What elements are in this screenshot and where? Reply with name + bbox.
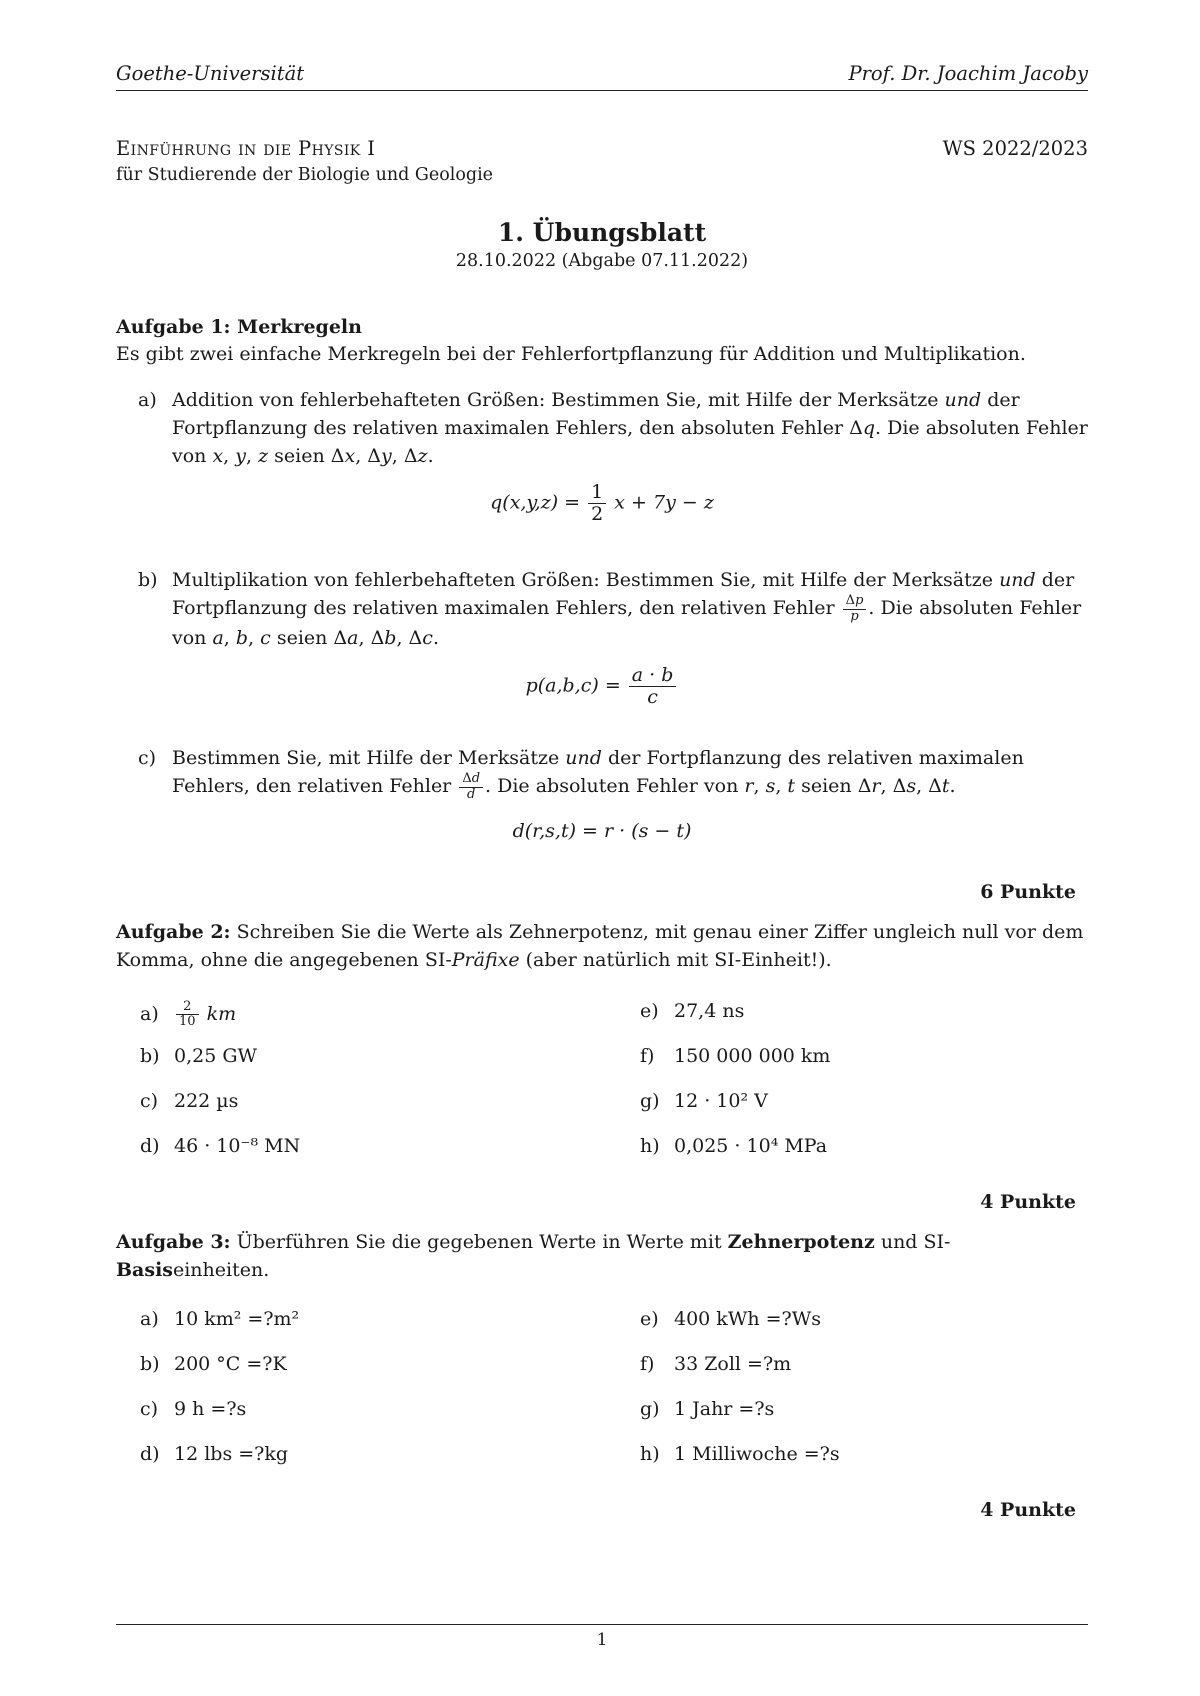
task3-item-c bbox=[140, 1398, 246, 1420]
task1-heading: Aufgabe 1: Merkregeln bbox=[116, 316, 362, 338]
item-label: h) bbox=[640, 1443, 660, 1465]
item-value: 150 000 000 km bbox=[674, 1045, 831, 1067]
item-value: 0,25 GW bbox=[174, 1045, 258, 1067]
task2-intro-end: (aber natürlich mit SI-Einheit!). bbox=[519, 949, 832, 971]
header-professor: Prof. Dr. Joachim Jacoby bbox=[848, 62, 1088, 85]
equation-p-left: p(a,b,c) = bbox=[525, 674, 621, 697]
task3-intro-mid: und SI- bbox=[874, 1231, 951, 1253]
task1-points: 6 Punkte bbox=[980, 881, 1076, 903]
task2-item-e bbox=[640, 1000, 744, 1022]
item-label: a) bbox=[140, 1002, 159, 1025]
task3-item-e bbox=[640, 1308, 821, 1330]
equation-q bbox=[116, 482, 1088, 525]
item-label: g) bbox=[640, 1090, 660, 1112]
item-value: 9 h =?s bbox=[174, 1398, 247, 1420]
task3-heading: Aufgabe 3: bbox=[116, 1231, 231, 1253]
fraction-ab-over-c bbox=[629, 665, 677, 708]
equation-d: d(r,s,t) = r · (s − t) bbox=[512, 820, 692, 842]
header-rule bbox=[116, 90, 1088, 91]
item-value: 400 kWh =?Ws bbox=[674, 1308, 822, 1330]
task2-points: 4 Punkte bbox=[980, 1191, 1076, 1213]
course-title: Einführung in die Physik I bbox=[116, 137, 376, 160]
item-label: h) bbox=[640, 1135, 660, 1157]
task2-intro-em: Präfixe bbox=[451, 949, 520, 971]
task3-item-f bbox=[640, 1353, 791, 1375]
task3-item-g bbox=[640, 1398, 774, 1420]
equation-p bbox=[116, 665, 1088, 708]
fraction-denominator: 2 bbox=[591, 502, 604, 525]
header-university: Goethe-Universität bbox=[116, 62, 305, 85]
item-value: 12 lbs =?kg bbox=[174, 1443, 289, 1465]
task1-item-a bbox=[138, 386, 1088, 470]
item-value: 200 °C =?K bbox=[174, 1353, 287, 1375]
task3-intro-start: Überführen Sie die gegebenen Werte in Werte mit bbox=[236, 1231, 728, 1253]
semester: WS 2022/2023 bbox=[942, 137, 1088, 160]
course-audience: für Studierende der Biologie und Geologie bbox=[116, 165, 494, 185]
task3-text bbox=[116, 1228, 1088, 1284]
equation-q-left: q(x,y,z) = bbox=[490, 491, 581, 514]
item-value: 10 km² =?m² bbox=[174, 1308, 300, 1330]
item-label: g) bbox=[640, 1398, 660, 1420]
fraction-numerator: 1 bbox=[588, 482, 606, 504]
fraction-numerator: a · b bbox=[629, 665, 677, 687]
task3-item-h bbox=[640, 1443, 840, 1465]
item-value: 46 · 10⁻⁸ MN bbox=[174, 1135, 301, 1157]
task2-item-f bbox=[640, 1045, 830, 1067]
task2-item-a: a) $\frac{2}{10}$ km bbox=[140, 999, 237, 1030]
task1-item-b bbox=[138, 566, 1088, 652]
item-label: b) bbox=[140, 1045, 160, 1067]
item-value: 1 Milliwoche =?s bbox=[674, 1443, 840, 1465]
item-label: d) bbox=[140, 1443, 160, 1465]
item-label: d) bbox=[140, 1135, 160, 1157]
task2-intro: Schreiben Sie die Werte als Zehnerpotenz, mit genau einer Ziffer ungleich null vor dem Komma, ohne die angegebenen SI- bbox=[116, 921, 1084, 971]
item-value: 33 Zoll =?m bbox=[674, 1353, 792, 1375]
equation-q-right: x + 7y − z bbox=[614, 491, 714, 514]
task3-points: 4 Punkte bbox=[980, 1499, 1076, 1521]
item-label: c) bbox=[138, 747, 157, 769]
task3-item-a bbox=[140, 1308, 299, 1330]
footer-rule bbox=[116, 1624, 1088, 1625]
task2-item-g bbox=[640, 1090, 768, 1112]
task3-intro-bold2: Basis bbox=[116, 1259, 173, 1281]
task2-item-d bbox=[140, 1135, 300, 1157]
task3-intro-bold1: Zehnerpotenz bbox=[727, 1231, 875, 1253]
item-label: a) bbox=[138, 389, 157, 411]
task1-item-c-text: Bestimmen Sie, mit Hilfe der Merksätze und der Fortpflanzung des relativen maximalen Fehlers, den relativen Fehler $\frac{\Delta d}{d}$ . Die absoluten Fehler von r, s, t seien Δr, Δs, Δt. bbox=[172, 747, 1024, 802]
task3-item-d bbox=[140, 1443, 288, 1465]
task2-item-h bbox=[640, 1135, 827, 1157]
item-label: c) bbox=[140, 1090, 159, 1112]
item-label: b) bbox=[140, 1353, 160, 1375]
fraction-denominator: c bbox=[647, 685, 658, 708]
task1-item-c bbox=[138, 744, 1088, 802]
item-label: e) bbox=[640, 1308, 659, 1330]
fraction-two-tenths: $\frac{2}{10}$ bbox=[176, 1000, 199, 1030]
item-value: 1 Jahr =?s bbox=[674, 1398, 775, 1420]
item-label: a) bbox=[140, 1308, 159, 1330]
task3-item-b bbox=[140, 1353, 287, 1375]
item-label: b) bbox=[138, 569, 158, 591]
item-label: f) bbox=[640, 1045, 655, 1067]
task2-heading: Aufgabe 2: bbox=[116, 921, 231, 943]
item-value: 27,4 ns bbox=[674, 1000, 745, 1022]
task1-item-a-text: Addition von fehlerbehafteten Größen: Bestimmen Sie, mit Hilfe der Merksätze und der Fortpflanzung des relativen maximalen Fehlers, den absoluten Fehler Δq. Die absoluten Fehler von x, y, z seien Δx, Δy, Δz. bbox=[172, 389, 1088, 467]
task2-text bbox=[116, 918, 1088, 974]
item-value: 0,025 · 10⁴ MPa bbox=[674, 1135, 828, 1157]
sheet-date: 28.10.2022 (Abgabe 07.11.2022) bbox=[455, 251, 749, 271]
task1-intro: Es gibt zwei einfache Merkregeln bei der Fehlerfortpflanzung für Addition und Multiplikation. bbox=[116, 343, 1026, 365]
item-label: c) bbox=[140, 1398, 159, 1420]
task1-item-b-text: Multiplikation von fehlerbehafteten Größen: Bestimmen Sie, mit Hilfe der Merksätze und der Fortpflanzung des relativen maximalen Fehlers, den relativen Fehler $\frac{\Delta p}{p}$ . Die absoluten Fehler von a, b, c seien Δa, Δb, Δc. bbox=[172, 569, 1082, 649]
task2-item-b bbox=[140, 1045, 257, 1067]
item-value: 222 µs bbox=[174, 1090, 239, 1112]
page-number: 1 bbox=[596, 1630, 608, 1650]
fraction-one-half bbox=[588, 482, 606, 525]
item-value: 12 · 10² V bbox=[674, 1090, 768, 1112]
item-label: e) bbox=[640, 1000, 659, 1022]
sheet-title: 1. Übungsblatt bbox=[497, 218, 707, 247]
task2-item-c bbox=[140, 1090, 238, 1112]
task3-intro-end: einheiten. bbox=[172, 1259, 270, 1281]
item-label: f) bbox=[640, 1353, 655, 1375]
